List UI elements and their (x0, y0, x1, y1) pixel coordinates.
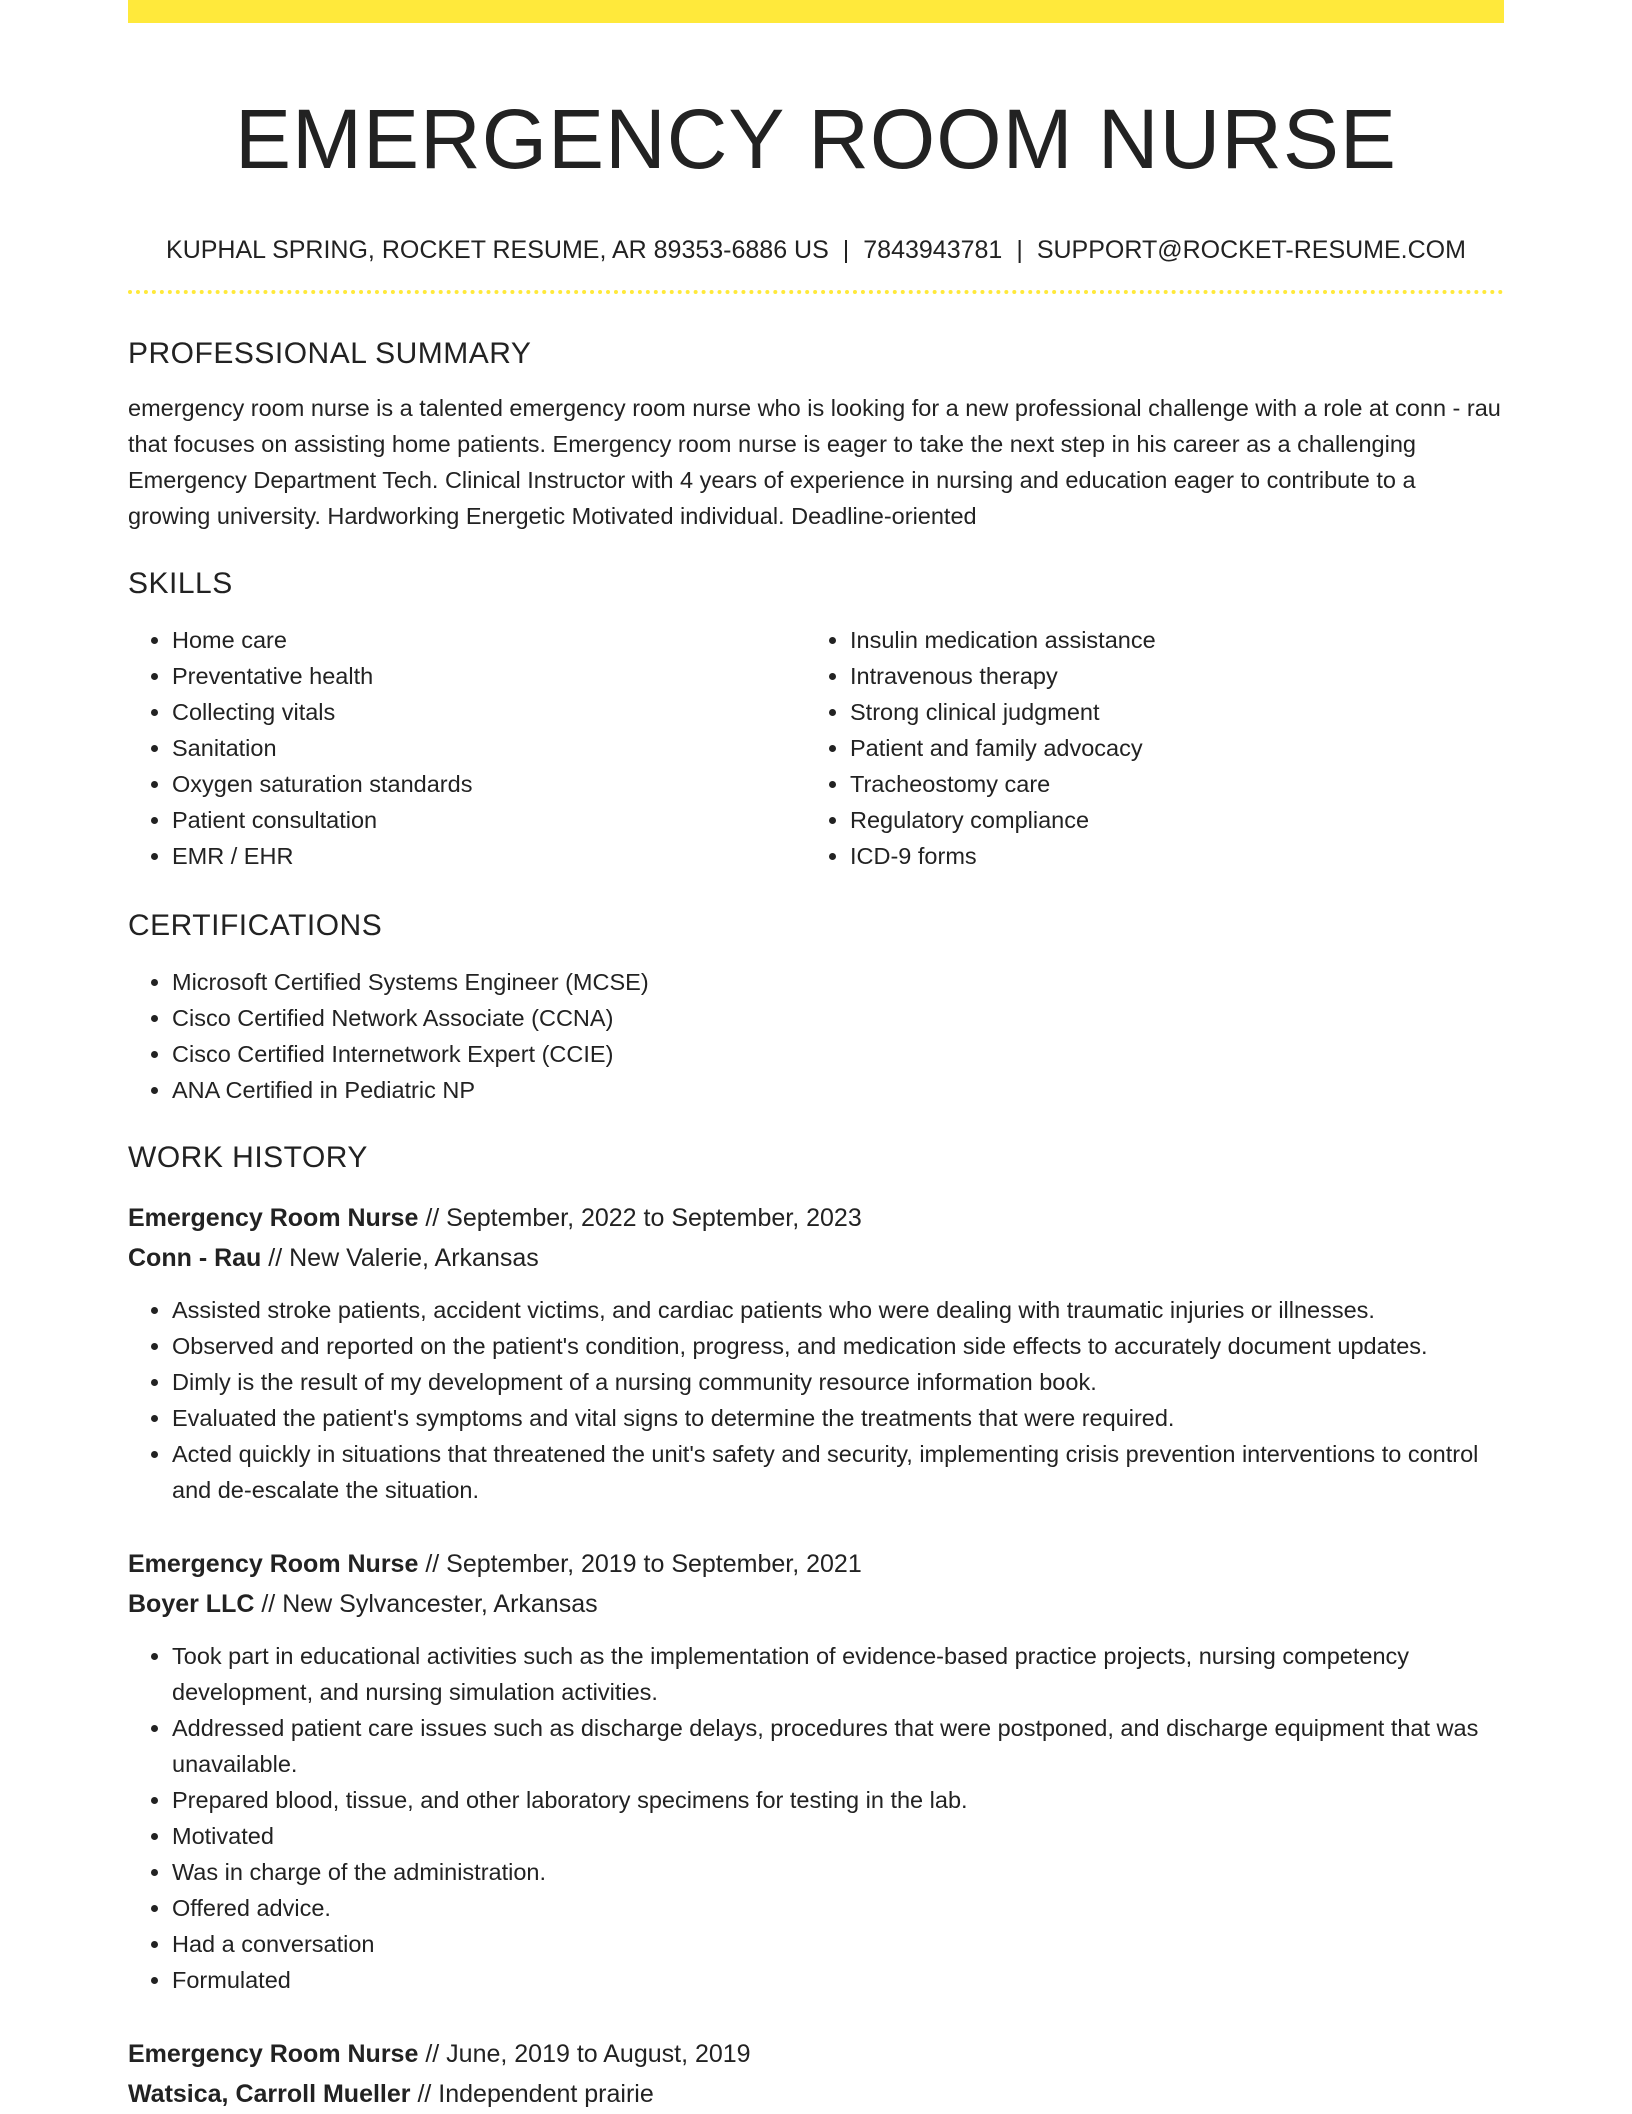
resume-name: EMERGENCY ROOM NURSE (235, 92, 1397, 186)
skill-item: • Collecting vitals (172, 694, 806, 730)
section-title-work-history: WORK HISTORY (128, 1141, 368, 1174)
job-company: Conn - Rau (128, 1244, 262, 1272)
job-location: // New Valerie, Arkansas (268, 1244, 539, 1272)
skill-item: • Intravenous therapy (850, 658, 1484, 694)
job-bullet: • Observed and reported on the patient's condition, progress, and medication side effects to accurately document updates. (172, 1328, 1504, 1364)
contact-phone: 7843943781 (863, 236, 1003, 264)
job-dates: // September, 2022 to September, 2023 (425, 1204, 862, 1232)
skill-item: • ICD-9 forms (850, 838, 1484, 874)
summary-text: emergency room nurse is a talented emergency room nurse who is looking for a new professional challenge with a role at conn - rau that focuses on assisting home patients. Emergency room nurse is eager to take the next step in his career as a challenging Emergency Department Tech. Clinical Instructor with 4 years of experience in nursing and education eager to contribute to a growing university. Hardworking Energetic Motivated individual. Deadline-oriented (128, 395, 1501, 529)
job-company-line (128, 1238, 1504, 1278)
skill-item: • Preventative health (172, 658, 806, 694)
certification-item: • Cisco Certified Network Associate (CCNA) (172, 1000, 1504, 1036)
skills-columns (128, 622, 1504, 874)
job-company: Boyer LLC (128, 1590, 255, 1618)
top-accent-bar (128, 0, 1504, 23)
resume-page (128, 0, 1504, 2114)
contact-line (128, 220, 1504, 280)
job-bullet: • Dimly is the result of my development of a nursing community resource information book. (172, 1364, 1504, 1400)
job-entry (128, 1544, 1504, 1998)
job-bullet: • Assisted stroke patients, accident victims, and cardiac patients who were dealing with traumatic injuries or illnesses. (172, 1292, 1504, 1328)
job-company: Watsica, Carroll Mueller (128, 2080, 411, 2108)
job-bullet: • Took part in educational activities such as the implementation of evidence-based practice projects, nursing competency development, and nursing simulation activities. (172, 1638, 1504, 1710)
job-role-line (128, 1198, 1504, 1238)
job-entry (128, 2034, 1504, 2114)
certification-item: • ANA Certified in Pediatric NP (172, 1072, 1504, 1108)
contact-email: SUPPORT@ROCKET-RESUME.COM (1036, 236, 1466, 264)
skill-item: • Strong clinical judgment (850, 694, 1484, 730)
certification-item: • Cisco Certified Internetwork Expert (CCIE) (172, 1036, 1504, 1072)
skill-item: • Sanitation (172, 730, 806, 766)
job-bullets (128, 1638, 1504, 1998)
certification-item: • Microsoft Certified Systems Engineer (MCSE) (172, 964, 1504, 1000)
job-bullet: • Acted quickly in situations that threatened the unit's safety and security, implementing crisis prevention interventions to control and de-escalate the situation. (172, 1436, 1504, 1508)
skill-item: • Patient and family advocacy (850, 730, 1484, 766)
job-bullet: • Had a conversation (172, 1926, 1504, 1962)
skill-item: • Tracheostomy care (850, 766, 1484, 802)
contact-separator: | (1016, 236, 1023, 264)
skills-right-column (806, 622, 1484, 874)
job-bullet: • Offered advice. (172, 1890, 1504, 1926)
job-bullet: • Was in charge of the administration. (172, 1854, 1504, 1890)
skill-item: • Oxygen saturation standards (172, 766, 806, 802)
job-company-line (128, 2074, 1504, 2114)
job-bullets (128, 1292, 1504, 1508)
job-location: // Independent prairie (417, 2080, 654, 2108)
job-role: Emergency Room Nurse (128, 1550, 419, 1578)
job-role-line (128, 1544, 1504, 1584)
job-bullet: • Addressed patient care issues such as discharge delays, procedures that were postponed, and discharge equipment that was unavailable. (172, 1710, 1504, 1782)
skill-item: • Insulin medication assistance (850, 622, 1484, 658)
job-dates: // September, 2019 to September, 2021 (425, 1550, 862, 1578)
skill-item: • Home care (172, 622, 806, 658)
job-bullet: • Motivated (172, 1818, 1504, 1854)
job-location: // New Sylvancester, Arkansas (261, 1590, 598, 1618)
contact-separator: | (842, 236, 850, 264)
certifications-list (128, 964, 1504, 1108)
job-role: Emergency Room Nurse (128, 1204, 419, 1232)
job-entry (128, 1198, 1504, 1508)
contact-address: KUPHAL SPRING, ROCKET RESUME, AR 89353-6886 US (166, 236, 829, 264)
job-bullet: • Evaluated the patient's symptoms and vital signs to determine the treatments that were required. (172, 1400, 1504, 1436)
job-role-line (128, 2034, 1504, 2074)
job-company-line (128, 1584, 1504, 1624)
section-title-certifications: CERTIFICATIONS (128, 909, 383, 942)
job-dates: // June, 2019 to August, 2019 (425, 2040, 751, 2068)
job-bullet: • Prepared blood, tissue, and other laboratory specimens for testing in the lab. (172, 1782, 1504, 1818)
dotted-divider (128, 290, 1504, 294)
skill-item: • EMR / EHR (172, 838, 806, 874)
job-bullet: • Formulated (172, 1962, 1504, 1998)
skills-left-column (128, 622, 806, 874)
section-title-skills: SKILLS (128, 567, 233, 600)
skill-item: • Patient consultation (172, 802, 806, 838)
section-title-summary: PROFESSIONAL SUMMARY (128, 337, 532, 370)
skill-item: • Regulatory compliance (850, 802, 1484, 838)
job-role: Emergency Room Nurse (128, 2040, 419, 2068)
